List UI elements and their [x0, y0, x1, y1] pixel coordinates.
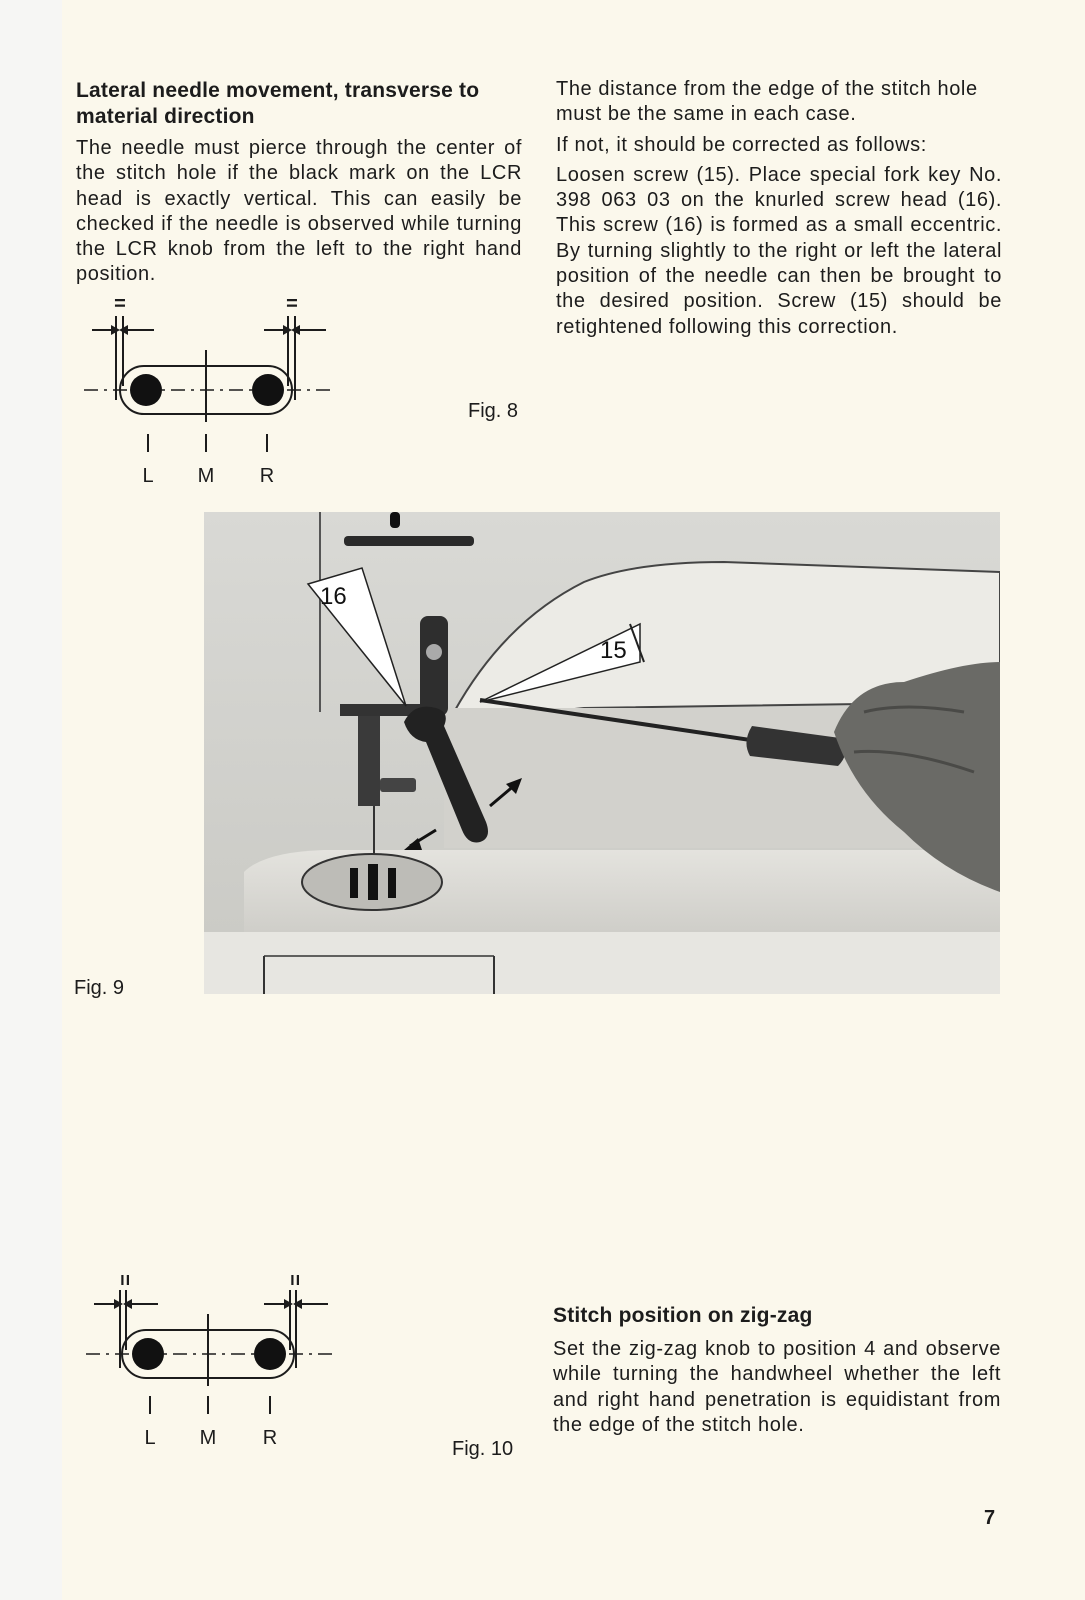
fig8-right-needle-dot [252, 374, 284, 406]
lateral-paragraph: The needle must pierce through the center of the stitch hole if the black mark on the LCR head is exactly vertical. This can easily be checked if the needle is observed while turning the LCR knob from the left to the right hand position. [76, 137, 522, 286]
fig10-caption: Fig. 10 [452, 1438, 514, 1460]
fig8-equal-right: = [286, 293, 298, 315]
page-edge [0, 0, 62, 1600]
section-heading-lateral: Lateral needle movement, transverse to material direction [76, 79, 480, 128]
fig8-label-m: M [197, 465, 215, 487]
right-column [556, 77, 1002, 340]
fig8-label-l: L [142, 465, 154, 487]
fig10-equal-left: = [113, 1274, 135, 1286]
zigzag-paragraph: Set the zig-zag knob to position 4 and observe while turning the handwheel whether the left and right hand penetration is equidistant from the edge of the stitch hole. [553, 1338, 1001, 1436]
fig10-left-needle-dot [132, 1338, 164, 1370]
fig8-equal-left: = [114, 293, 126, 315]
fig10-diagram [84, 1268, 344, 1468]
page-number: 7 [984, 1507, 996, 1529]
right-paragraph-2: If not, it should be corrected as follows: [556, 133, 927, 156]
fig10-label-r: R [262, 1427, 278, 1449]
section-heading-zigzag: Stitch position on zig-zag [553, 1304, 813, 1327]
fig8-label-r: R [259, 465, 275, 487]
fig9-caption: Fig. 9 [74, 977, 125, 999]
fig10-equal-right: = [283, 1274, 305, 1286]
fig8-left-needle-dot [130, 374, 162, 406]
fig8-caption: Fig. 8 [468, 400, 519, 422]
zigzag-section [553, 1303, 1001, 1438]
fig10-label-m: M [199, 1427, 217, 1449]
callout-15: 15 [600, 637, 627, 664]
fig9-photo [204, 512, 1000, 994]
callout-16: 16 [320, 583, 347, 610]
right-paragraph-3: Loosen screw (15). Place special fork key No. 398 063 03 on the knurled screw head (16). This screw (16) is formed as a small eccentric. By turning slightly to the right or left the lateral position of the needle can then be brought to the desired position. Screw (15) should be retightened following this correction. [556, 163, 1002, 338]
fig10-label-l: L [144, 1427, 156, 1449]
fig10-right-needle-dot [254, 1338, 286, 1370]
fig8-diagram [84, 292, 344, 492]
right-paragraph-1: The distance from the edge of the stitch hole must be the same in each case. [556, 78, 978, 126]
left-column [76, 78, 522, 288]
